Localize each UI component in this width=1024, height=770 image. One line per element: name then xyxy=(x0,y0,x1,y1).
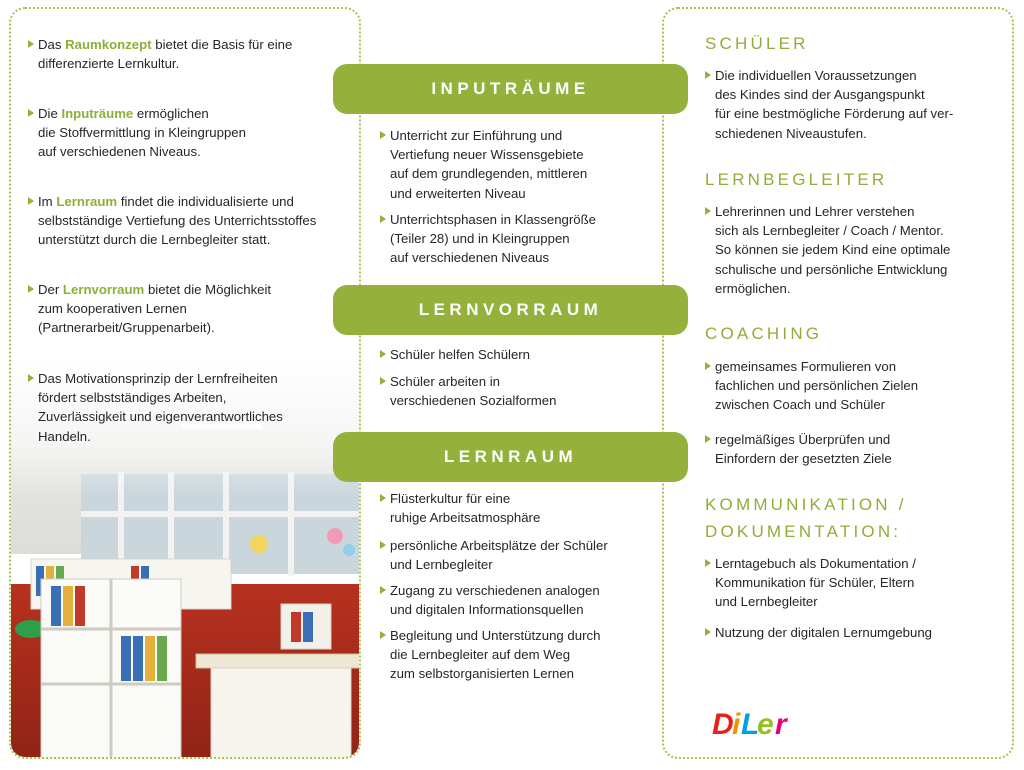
logo-letter-i: i xyxy=(732,708,741,740)
bullet-triangle-icon xyxy=(705,435,711,443)
right-item-coaching-2: regelmäßiges Überprüfen und Einfordern der gesetzten Ziele xyxy=(715,430,892,468)
center-item-lernvorraum-1: Schüler helfen Schülern xyxy=(390,345,530,364)
section-title-kommunikation: KOMMUNIKATION / xyxy=(705,495,907,514)
right-item-schueler: Die individuellen Voraussetzungen des Kindes sind der Ausgangspunkt für eine bestmögliche Förderung auf ver- schiedenen Niveaustufen. xyxy=(715,66,953,143)
left-item-raumkonzept xyxy=(38,35,292,73)
left-item-line: die Stoffvermittlung in Kleingruppen xyxy=(38,125,246,141)
bullet-triangle-icon xyxy=(380,215,386,223)
bullet-triangle-icon xyxy=(380,350,386,358)
bullet-triangle-icon xyxy=(28,109,34,117)
section-title-schueler: SCHÜLER xyxy=(705,34,809,53)
logo-letter-e: e xyxy=(757,708,774,740)
bullet-triangle-icon xyxy=(380,494,386,502)
left-item-line: Im Lernraum findet die individualisierte und xyxy=(38,194,294,209)
bullet-triangle-icon xyxy=(28,285,34,293)
section-title-dokumentation: DOKUMENTATION: xyxy=(705,522,902,541)
bullet-triangle-icon xyxy=(705,628,711,636)
highlight-inputraeume: Inputräume xyxy=(61,106,134,121)
center-item-lernraum-3: Zugang zu verschiedenen analogen und digitalen Informationsquellen xyxy=(390,581,600,619)
left-item-motivationsprinzip xyxy=(38,369,283,446)
center-item-lernraum-2: persönliche Arbeitsplätze der Schüler und Lernbegleiter xyxy=(390,536,608,574)
section-title-lernbegleiter: LERNBEGLEITER xyxy=(705,170,888,189)
bullet-triangle-icon xyxy=(28,40,34,48)
diler-logo xyxy=(710,704,796,740)
banner-lernvorraum: LERNVORRAUM xyxy=(333,285,688,335)
bullet-triangle-icon xyxy=(380,586,386,594)
bullet-triangle-icon xyxy=(705,362,711,370)
logo-letter-r: r xyxy=(775,708,787,740)
left-item-line: auf verschiedenen Niveaus. xyxy=(38,144,201,160)
left-item-line: Das Raumkonzept bietet die Basis für eine xyxy=(38,37,293,52)
bullet-triangle-icon xyxy=(380,541,386,549)
highlight-lernraum: Lernraum xyxy=(56,194,118,209)
left-item-line: zum kooperativen Lernen xyxy=(38,301,187,317)
left-item-line: Die Inputräume ermöglichen xyxy=(38,106,209,121)
bullet-triangle-icon xyxy=(28,197,34,205)
right-item-lernbegleiter: Lehrerinnen und Lehrer verstehen sich als Lernbegleiter / Coach / Mentor. So können sie jedem Kind eine optimale schulische und persönliche Entwicklung ermöglichen. xyxy=(715,202,950,298)
left-item-line: Der Lernvorraum bietet die Möglichkeit xyxy=(38,282,272,297)
left-item-lernvorraum xyxy=(38,280,271,338)
left-item-inputraeume xyxy=(38,104,246,162)
right-item-kommunikation-2: Nutzung der digitalen Lernumgebung xyxy=(715,623,932,642)
right-item-kommunikation-1: Lerntagebuch als Dokumentation / Kommunikation für Schüler, Eltern und Lernbegleiter xyxy=(715,554,916,612)
bullet-triangle-icon xyxy=(380,131,386,139)
center-item-inputraeume-2: Unterrichtsphasen in Klassengröße (Teiler 28) und in Kleingruppen auf verschiedenen Niveaus xyxy=(390,210,596,268)
right-panel xyxy=(662,7,1014,759)
logo-letter-l: L xyxy=(741,708,760,740)
left-item-line: selbstständige Vertiefung des Unterrichtsstoffes xyxy=(38,213,317,229)
highlight-lernvorraum: Lernvorraum xyxy=(62,282,145,297)
center-item-lernraum-1: Flüsterkultur für eine ruhige Arbeitsatmosphäre xyxy=(390,489,540,527)
left-item-line: Das Motivationsprinzip der Lernfreiheiten xyxy=(38,371,278,386)
banner-inputraeume: INPUTRÄUME xyxy=(333,64,688,114)
bullet-triangle-icon xyxy=(705,559,711,567)
left-item-line: (Partnerarbeit/Gruppenarbeit). xyxy=(38,320,215,336)
center-item-lernvorraum-2: Schüler arbeiten in verschiedenen Sozialformen xyxy=(390,372,556,410)
logo-letter-d: D xyxy=(712,708,734,740)
left-item-line: Zuverlässigkeit und eigenverantwortliches xyxy=(38,409,283,425)
bullet-triangle-icon xyxy=(380,631,386,639)
center-item-inputraeume-1: Unterricht zur Einführung und Vertiefung neuer Wissensgebiete auf dem grundlegenden, mittleren und erweiterten Niveau xyxy=(390,126,587,203)
left-item-line: unterstützt durch die Lernbegleiter statt. xyxy=(38,232,271,248)
left-item-lernraum xyxy=(38,192,316,250)
left-item-line: fördert selbstständiges Arbeiten, xyxy=(38,390,227,406)
left-item-line: Handeln. xyxy=(38,428,91,444)
bullet-triangle-icon xyxy=(705,71,711,79)
left-panel xyxy=(9,7,361,759)
right-item-coaching-1: gemeinsames Formulieren von fachlichen und persönlichen Zielen zwischen Coach und Schüler xyxy=(715,357,918,415)
left-item-line: differenzierte Lernkultur. xyxy=(38,56,180,72)
section-title-coaching: COACHING xyxy=(705,324,823,343)
banner-lernraum: LERNRAUM xyxy=(333,432,688,482)
center-item-lernraum-4: Begleitung und Unterstützung durch die Lernbegleiter auf dem Weg zum selbstorganisierten Lernen xyxy=(390,626,600,684)
bullet-triangle-icon xyxy=(705,207,711,215)
bullet-triangle-icon xyxy=(28,374,34,382)
highlight-raumkonzept: Raumkonzept xyxy=(65,37,152,52)
bullet-triangle-icon xyxy=(380,377,386,385)
